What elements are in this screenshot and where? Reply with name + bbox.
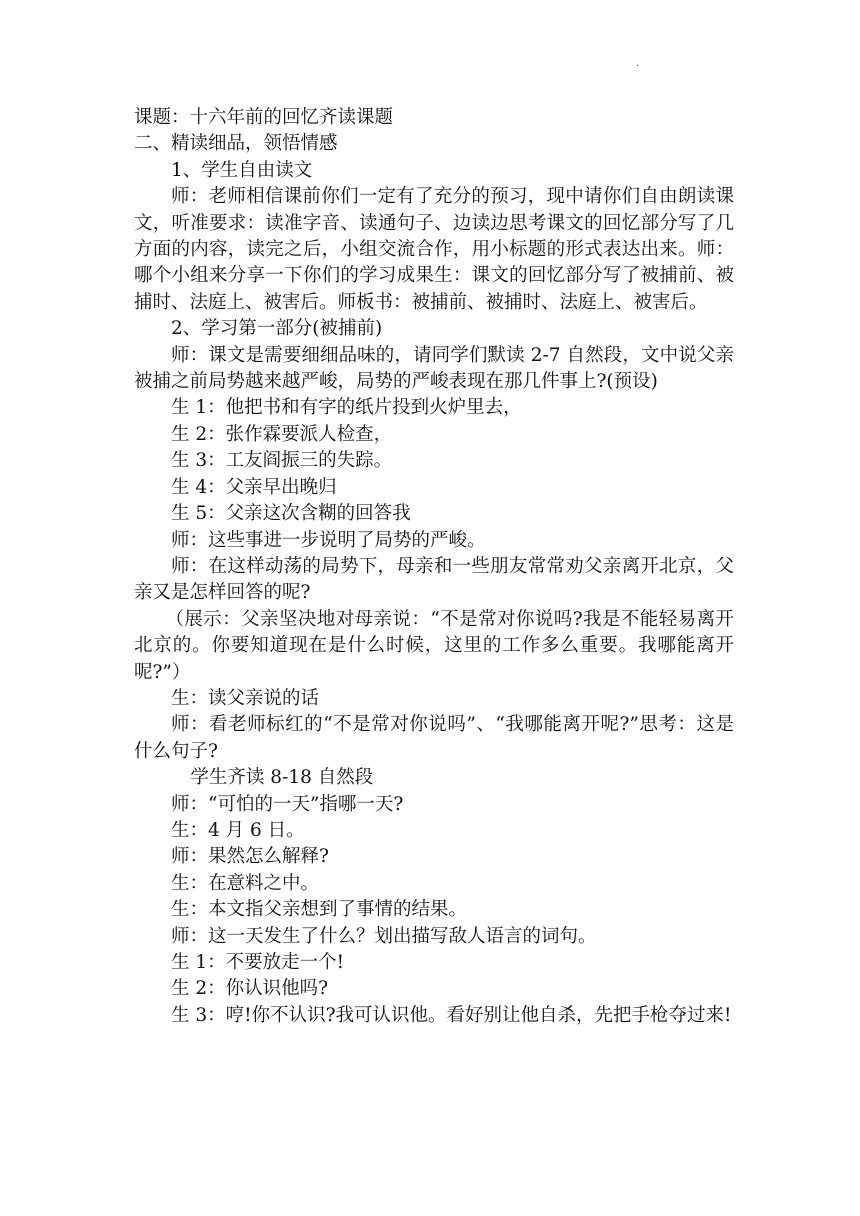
student-answer: 生 3：工友阎振三的失踪。 [171,450,393,472]
teacher-line: 师：果然怎么解释? [171,846,329,868]
student-answer: 生 2：张作霖要派人检查， [171,423,393,445]
lesson-title: 课题：十六年前的回忆齐读课题 [134,107,394,128]
student-answer: 生：在意料之中。 [171,872,320,894]
student-answer: 生：读父亲说的话 [171,687,320,709]
teacher-line: 师：这一天发生了什么？划出描写敌人语言的词句。 [171,925,597,947]
teacher-line: 师：“可怕的一天”指哪一天? [171,793,404,815]
student-answer: 生 4：父亲早出晚归 [171,476,337,498]
paragraph: 师：课文是需要细细品味的，请同学们默读 2-7 自然段，文中说父亲被捕之前局势越来越严峻，局势的严峻表现在那几件事上?(预设) [134,344,734,393]
student-answer: 生 5：父亲这次含糊的回答我 [171,503,411,525]
student-answer: 生 1：他把书和有字的纸片投到火炉里去， [171,397,522,419]
student-answer: 生 3：哼!你不认识?我可认识他。看好别让他自杀，先把手枪夺过来! [171,1004,732,1026]
document-body [134,105,734,1029]
teacher-line: 师：在这样动荡的局势下，母亲和一些朋友常常劝父亲离开北京，父亲又是怎样回答的呢? [134,555,734,604]
student-answer: 生：本文指父亲想到了事情的结果。 [171,899,468,921]
teacher-line: 师：这些事进一步说明了局势的严峻。 [171,529,486,551]
student-answer: 生：4 月 6 日。 [171,819,305,841]
student-answer: 生 2：你认识他吗? [171,978,329,1000]
display-quote: （展示：父亲坚决地对母亲说：“不是常对你说吗?我是不能轻易离开北京的。你要知道现在是什么时候，这里的工作多么重要。我哪能离开呢?”） [134,608,734,683]
reading-instruction: 学生齐读 8-18 自然段 [190,767,374,789]
teacher-line: 师：看老师标红的“不是常对你说吗”、“我哪能离开呢?”思考：这是什么句子? [134,714,734,762]
corner-mark: . [636,58,640,69]
section-heading: 二、精读细品，领悟情感 [134,133,338,155]
paragraph: 师：老师相信课前你们一定有了充分的预习，现中请你们自由朗读课文，听准要求：读准字音、读通句子、边读边思考课文的回忆部分写了几方面的内容，读完之后，小组交流合作，用小标题的形式表达出来。师：哪个小组来分享一下你们的学习成果生：课文的回忆部分写了被捕前、被捕时、法庭上、被害后。师板书：被捕前、被捕时、法庭上、被害后。 [134,186,734,313]
student-answer: 生 1：不要放走一个! [171,952,345,973]
subsection-heading: 1、学生自由读文 [171,159,313,181]
subsection-heading: 2、学习第一部分(被捕前) [171,318,383,340]
